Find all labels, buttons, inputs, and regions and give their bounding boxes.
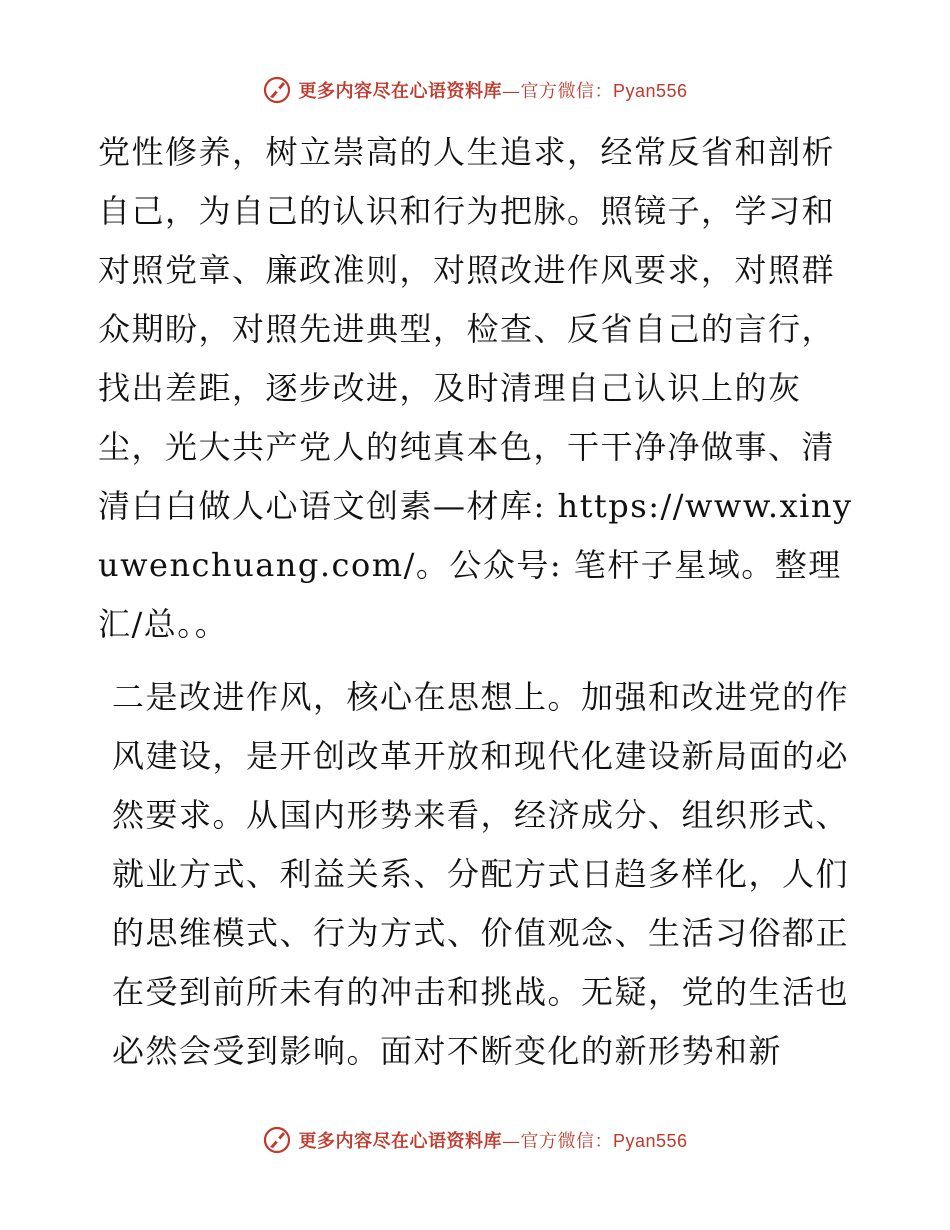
footer-wechat-id: Pyan556	[612, 1131, 688, 1151]
header-brand: 更多内容尽在心语资料库	[298, 81, 502, 102]
footer-text	[298, 1127, 687, 1153]
document-body	[98, 123, 858, 1081]
header-wechat-id: Pyan556	[612, 81, 688, 101]
footer-brand: 更多内容尽在心语资料库	[298, 1131, 502, 1152]
quill-circle-icon	[262, 75, 292, 105]
header-separator: —	[501, 81, 521, 102]
paragraph-2: 二是改进作风，核心在思想上。加强和改进党的作风建设，是开创改革开放和现代化建设新局面的必然要求。从国内形势来看，经济成分、组织形式、就业方式、利益关系、分配方式日趋多样化，人们的思维模式、行为方式、价值观念、生活习俗都正在受到前所未有的冲击和挑战。无疑，党的生活也必然会受到影响。面对不断变化的新形势和新	[112, 678, 850, 1070]
paragraph-1: 党性修养，树立崇高的人生追求，经常反省和剖析自己，为自己的认识和行为把脉。照镜子，学习和对照党章、廉政准则，对照改进作风要求，对照群众期盼，对照先进典型，检查、反省自己的言行，找出差距，逐步改进，及时清理自己认识上的灰尘，光大共产党人的纯真本色，干干净净做事、清清白白做人心语文创素—材库: https://www.xinyuwenchuang.com/。公众号: 笔杆子星域。整理汇/总。。	[98, 133, 853, 643]
footer-separator: —	[501, 1131, 521, 1152]
footer-wechat-label: 官方微信：	[520, 1131, 613, 1152]
header-banner	[0, 70, 950, 110]
header-text	[298, 77, 687, 103]
quill-circle-icon	[262, 1125, 292, 1155]
footer-banner	[0, 1120, 950, 1160]
header-wechat-label: 官方微信：	[520, 81, 613, 102]
